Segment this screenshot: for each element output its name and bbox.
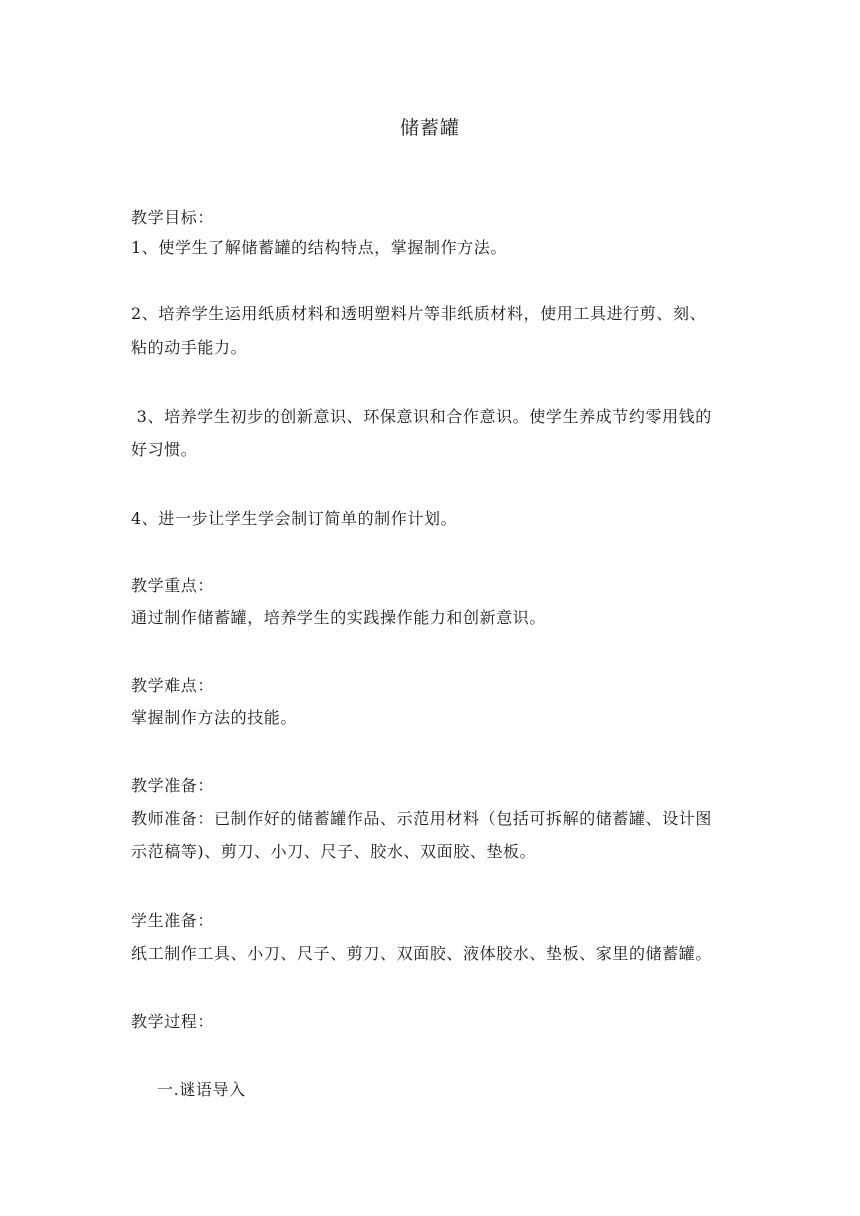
key-point-heading: 教学重点： <box>131 576 215 595</box>
teacher-preparation-line-1: 教师准备：已制作好的储蓄罐作品、示范用材料（包括可拆解的储蓄罐、设计图 <box>131 809 713 828</box>
difficulty-heading: 教学难点： <box>131 676 215 695</box>
student-preparation-text: 纸工制作工具、小刀、尺子、剪刀、双面胶、液体胶水、垫板、家里的储蓄罐。 <box>131 944 713 963</box>
difficulty-text: 掌握制作方法的技能。 <box>131 708 298 727</box>
objective-3-line-1: 3、培养学生初步的创新意识、环保意识和合作意识。使学生养成节约零用钱的 <box>131 407 712 426</box>
preparation-heading: 教学准备： <box>131 776 215 795</box>
document-title: 储蓄罐 <box>399 117 460 139</box>
objective-1: 1、使学生了解储蓄罐的结构特点，掌握制作方法。 <box>131 238 507 257</box>
teacher-preparation-line-2: 示范稿等)、剪刀、小刀、尺子、胶水、双面胶、垫板。 <box>131 842 537 861</box>
objective-2-line-2: 粘的动手能力。 <box>131 338 248 357</box>
objective-3-line-2: 好习惯。 <box>131 440 198 459</box>
process-heading: 教学过程： <box>131 1012 215 1031</box>
objective-2-line-1: 2、培养学生运用纸质材料和透明塑料片等非纸质材料，使用工具进行剪、刻、 <box>131 304 707 323</box>
key-point-text: 通过制作储蓄罐，培养学生的实践操作能力和创新意识。 <box>131 608 547 627</box>
objective-4: 4、进一步让学生学会制订简单的制作计划。 <box>131 509 458 528</box>
process-step-1: 一.谜语导入 <box>157 1080 246 1099</box>
objectives-heading: 教学目标： <box>131 208 215 227</box>
student-preparation-heading: 学生准备： <box>131 911 215 930</box>
